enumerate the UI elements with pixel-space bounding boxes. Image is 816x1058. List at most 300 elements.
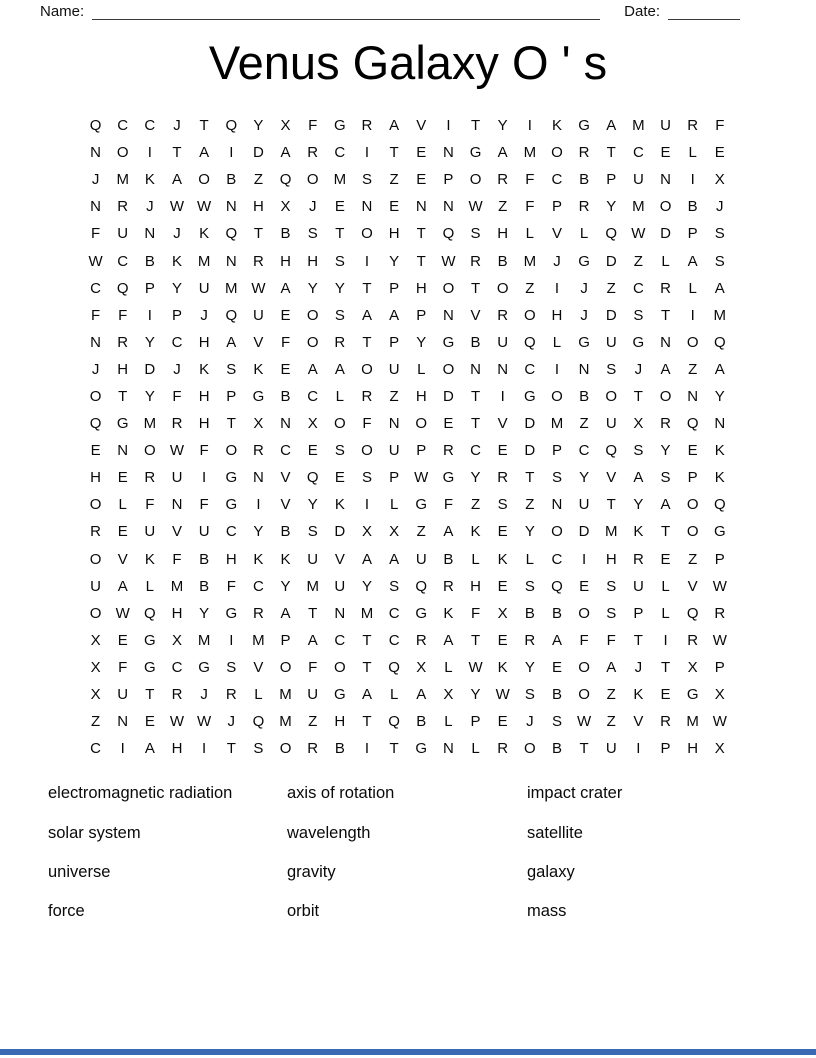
grid-cell: P [470, 713, 481, 731]
grid-cell: K [714, 442, 725, 460]
grid-cell: K [144, 171, 155, 189]
grid-cell: R [442, 577, 454, 595]
grid-cell: K [253, 550, 264, 568]
grid-cell: O [334, 415, 346, 433]
grid-cell: G [442, 469, 455, 487]
grid-cell: L [661, 604, 670, 622]
grid-cell: Q [89, 117, 102, 135]
grid-cell: C [334, 631, 346, 649]
grid-cell: T [470, 415, 481, 433]
grid-cell: O [198, 171, 210, 189]
grid-cell: S [524, 686, 535, 704]
grid-cell: I [690, 171, 695, 189]
grid-cell: E [389, 198, 400, 216]
grid-cell: R [225, 686, 237, 704]
grid-cell: X [280, 198, 291, 216]
grid-cell: L [254, 686, 263, 704]
grid-cell: R [632, 550, 644, 568]
grid-cell: P [389, 469, 400, 487]
grid-cell: Q [415, 577, 428, 595]
grid-cell: K [334, 496, 345, 514]
grid-cell: V [334, 550, 345, 568]
grid-cell: I [554, 360, 560, 378]
grid-cell: B [497, 252, 508, 270]
grid-cell: S [633, 442, 644, 460]
grid-cell: W [197, 198, 212, 216]
grid-cell: R [252, 252, 264, 270]
grid-cell: V [117, 550, 128, 568]
grid-cell: A [280, 279, 291, 297]
word-list-column-1 [48, 783, 287, 941]
grid-cell: F [606, 631, 616, 649]
grid-cell: P [443, 171, 454, 189]
grid-cell: O [116, 144, 129, 162]
grid-cell: M [279, 713, 292, 731]
grid-cell: F [226, 577, 236, 595]
footer-accent-bar [0, 1049, 816, 1055]
grid-cell: T [253, 225, 263, 243]
grid-cell: M [197, 631, 211, 649]
grid-cell: X [389, 523, 400, 541]
grid-cell: S [497, 496, 508, 514]
grid-cell: A [199, 144, 210, 162]
grid-cell: H [605, 550, 617, 568]
grid-cell: C [470, 442, 481, 460]
grid-cell: F [118, 658, 128, 676]
grid-cell: B [524, 604, 535, 622]
grid-cell: A [361, 686, 372, 704]
grid-cell: P [144, 279, 155, 297]
grid-cell: F [118, 306, 128, 324]
grid-cell: T [362, 631, 372, 649]
grid-cell: A [389, 306, 400, 324]
grid-cell: H [551, 306, 563, 324]
grid-cell: R [252, 442, 264, 460]
grid-cell: P [714, 550, 725, 568]
grid-cell: N [660, 171, 671, 189]
grid-cell: M [632, 198, 645, 216]
grid-cell: T [389, 740, 399, 758]
grid-cell: M [170, 577, 184, 595]
grid-cell: Z [308, 713, 318, 731]
grid-cell: L [579, 225, 589, 243]
grid-cell: Z [498, 198, 508, 216]
grid-cell: X [714, 740, 725, 758]
grid-cell: C [551, 550, 563, 568]
grid-cell: Z [470, 496, 481, 514]
grid-cell: Q [442, 225, 455, 243]
name-blank-line [92, 6, 600, 20]
grid-cell: X [90, 658, 101, 676]
grid-cell: A [280, 604, 291, 622]
grid-cell: O [578, 686, 590, 704]
grid-cell: X [90, 631, 101, 649]
grid-cell: H [171, 740, 183, 758]
grid-cell: O [144, 442, 156, 460]
grid-cell: E [117, 631, 128, 649]
grid-cell: S [334, 442, 345, 460]
grid-cell: I [256, 496, 261, 514]
grid-cell: S [226, 658, 237, 676]
grid-cell: S [606, 577, 617, 595]
grid-cell: O [551, 387, 563, 405]
grid-cell: A [389, 550, 400, 568]
grid-cell: C [144, 117, 156, 135]
grid-cell: M [306, 577, 319, 595]
grid-cell: S [660, 469, 671, 487]
grid-cell: O [306, 306, 319, 324]
grid-cell: R [714, 604, 726, 622]
grid-cell: J [580, 279, 588, 297]
grid-cell: G [415, 604, 428, 622]
grid-cell: L [389, 686, 399, 704]
grid-cell: E [90, 442, 101, 460]
grid-cell: M [116, 171, 129, 189]
word-list [48, 783, 816, 941]
grid-cell: S [633, 306, 644, 324]
grid-cell: Q [605, 225, 618, 243]
grid-cell: U [388, 442, 400, 460]
grid-cell: C [171, 333, 183, 351]
grid-cell: X [280, 117, 291, 135]
grid-cell: C [252, 577, 264, 595]
grid-cell: I [202, 469, 207, 487]
grid-cell: F [525, 171, 535, 189]
grid-cell: E [280, 306, 291, 324]
grid-cell: X [307, 415, 318, 433]
grid-cell: P [687, 469, 698, 487]
grid-cell: W [414, 469, 429, 487]
grid-cell: X [171, 631, 182, 649]
grid-cell: W [115, 604, 130, 622]
grid-cell: S [361, 171, 372, 189]
grid-cell: D [334, 523, 346, 541]
grid-cell: G [225, 469, 238, 487]
grid-cell: X [416, 658, 427, 676]
grid-cell: O [523, 740, 536, 758]
grid-cell: H [687, 740, 699, 758]
grid-cell: U [307, 550, 319, 568]
grid-cell: E [660, 144, 671, 162]
grid-cell: U [632, 171, 644, 189]
grid-cell: U [144, 523, 156, 541]
grid-cell: X [361, 523, 372, 541]
grid-cell: N [551, 496, 563, 514]
grid-cell: D [144, 360, 156, 378]
grid-cell: B [144, 252, 155, 270]
word-item: force [48, 902, 85, 921]
grid-cell: Y [389, 252, 400, 270]
grid-cell: Z [688, 550, 698, 568]
grid-cell: V [606, 469, 617, 487]
grid-cell: A [416, 686, 427, 704]
grid-cell: C [117, 252, 129, 270]
grid-cell: P [606, 171, 617, 189]
grid-cell: Q [388, 713, 400, 731]
grid-cell: I [364, 496, 370, 514]
grid-cell: W [251, 279, 266, 297]
grid-cell: B [687, 198, 698, 216]
grid-cell: H [198, 387, 210, 405]
grid-cell: Y [524, 523, 535, 541]
word-item: satellite [527, 823, 583, 842]
grid-cell: T [633, 387, 643, 405]
grid-cell: G [713, 523, 726, 541]
word-item: impact crater [527, 784, 623, 803]
grid-cell: W [712, 577, 727, 595]
grid-cell: F [308, 117, 318, 135]
grid-cell: Z [579, 415, 589, 433]
grid-cell: B [226, 171, 237, 189]
grid-cell: A [226, 333, 237, 351]
grid-cell: Z [525, 496, 535, 514]
grid-cell: C [388, 631, 400, 649]
grid-cell: T [389, 144, 399, 162]
grid-cell: I [663, 631, 668, 649]
grid-cell: V [253, 333, 264, 351]
grid-cell: Z [606, 279, 616, 297]
grid-cell: V [497, 415, 508, 433]
grid-cell: G [334, 117, 346, 135]
word-item: solar system [48, 823, 141, 842]
grid-cell: U [171, 469, 183, 487]
grid-cell: Y [144, 387, 155, 405]
grid-cell: O [551, 144, 563, 162]
grid-cell: U [307, 686, 319, 704]
grid-cell: U [605, 740, 617, 758]
grid-cell: W [495, 686, 510, 704]
grid-cell: E [280, 360, 291, 378]
grid-cell: F [172, 550, 182, 568]
grid-cell: A [606, 658, 617, 676]
grid-cell: P [687, 225, 698, 243]
grid-cell: E [144, 713, 155, 731]
grid-cell: B [280, 387, 291, 405]
grid-cell: O [578, 604, 590, 622]
grid-cell: B [470, 333, 481, 351]
grid-cell: S [551, 469, 562, 487]
grid-cell: Q [605, 442, 618, 460]
grid-cell: B [280, 523, 291, 541]
grid-cell: P [551, 442, 562, 460]
grid-cell: L [525, 550, 534, 568]
grid-cell: C [524, 360, 536, 378]
grid-cell: P [389, 279, 400, 297]
grid-cell: G [144, 631, 156, 649]
grid-cell: S [551, 713, 562, 731]
grid-cell: T [579, 740, 589, 758]
grid-cell: J [716, 198, 724, 216]
grid-cell: H [198, 415, 210, 433]
grid-cell: S [714, 252, 725, 270]
grid-cell: O [578, 658, 590, 676]
grid-cell: E [660, 550, 671, 568]
grid-cell: J [553, 252, 561, 270]
grid-cell: K [497, 550, 508, 568]
grid-cell: O [605, 387, 618, 405]
grid-cell: R [90, 523, 101, 541]
grid-cell: K [144, 550, 155, 568]
grid-cell: O [659, 387, 672, 405]
grid-cell: A [443, 523, 454, 541]
grid-cell: B [579, 171, 590, 189]
grid-cell: Q [116, 279, 129, 297]
grid-cell: Y [280, 577, 291, 595]
grid-cell: Q [551, 577, 563, 595]
grid-cell: U [660, 117, 671, 135]
grid-cell: R [660, 415, 671, 433]
grid-cell: G [116, 415, 129, 433]
grid-cell: O [334, 658, 346, 676]
grid-cell: A [714, 360, 725, 378]
grid-cell: W [169, 713, 185, 731]
grid-cell: Q [225, 117, 238, 135]
grid-cell: H [198, 333, 210, 351]
grid-cell: N [225, 252, 237, 270]
grid-cell: E [416, 171, 427, 189]
grid-cell: Y [416, 333, 427, 351]
grid-cell: H [388, 225, 400, 243]
grid-cell: W [468, 658, 483, 676]
grid-cell: L [118, 496, 127, 514]
grid-cell: H [497, 225, 509, 243]
grid-cell: Y [470, 469, 481, 487]
grid-cell: H [307, 252, 319, 270]
grid-cell: O [496, 279, 509, 297]
grid-cell: A [660, 496, 671, 514]
grid-cell: N [252, 469, 264, 487]
grid-cell: N [280, 415, 291, 433]
grid-cell: T [362, 713, 372, 731]
grid-cell: W [468, 198, 483, 216]
grid-cell: R [578, 198, 590, 216]
word-item: mass [527, 902, 567, 921]
grid-cell: E [579, 577, 590, 595]
grid-cell: N [225, 198, 237, 216]
grid-cell: H [280, 252, 291, 270]
grid-cell: P [660, 740, 671, 758]
grid-cell: E [497, 631, 508, 649]
grid-cell: C [171, 658, 183, 676]
grid-cell: E [497, 577, 508, 595]
grid-cell: R [497, 740, 509, 758]
grid-cell: P [280, 631, 291, 649]
grid-cell: J [91, 171, 100, 189]
grid-cell: P [714, 658, 725, 676]
grid-cell: T [470, 387, 481, 405]
grid-cell: N [388, 415, 400, 433]
grid-cell: L [335, 387, 344, 405]
grid-cell: M [225, 279, 238, 297]
grid-cell: C [90, 740, 101, 758]
grid-cell: S [606, 360, 617, 378]
grid-cell: R [687, 117, 699, 135]
grid-cell: O [225, 442, 238, 460]
grid-cell: H [334, 713, 346, 731]
grid-cell: Q [388, 658, 400, 676]
grid-cell: D [605, 306, 617, 324]
grid-cell: O [89, 604, 102, 622]
grid-cell: Z [416, 523, 426, 541]
grid-cell: A [714, 279, 725, 297]
grid-cell: M [523, 144, 537, 162]
grid-cell: A [144, 740, 155, 758]
grid-cell: R [442, 442, 454, 460]
word-item: gravity [287, 863, 336, 882]
grid-cell: N [660, 333, 671, 351]
grid-cell: M [279, 686, 292, 704]
grid-cell: W [169, 442, 185, 460]
grid-cell: T [470, 279, 481, 297]
grid-cell: S [307, 225, 318, 243]
grid-cell: Y [199, 604, 210, 622]
grid-cell: T [118, 387, 128, 405]
grid-cell: P [389, 333, 400, 351]
grid-cell: C [632, 279, 644, 297]
grid-cell: R [117, 198, 129, 216]
grid-cell: C [90, 279, 101, 297]
grid-cell: Z [389, 387, 399, 405]
grid-cell: T [416, 252, 426, 270]
grid-cell: Y [524, 658, 535, 676]
grid-cell: Q [713, 333, 726, 351]
grid-cell: N [361, 198, 373, 216]
grid-cell: I [202, 740, 207, 758]
grid-cell: J [173, 117, 181, 135]
grid-cell: Q [306, 469, 319, 487]
grid-cell: Q [225, 306, 238, 324]
grid-cell: E [416, 144, 427, 162]
grid-cell: J [308, 198, 317, 216]
grid-cell: H [90, 469, 101, 487]
grid-cell: A [687, 252, 698, 270]
grid-cell: Q [89, 415, 102, 433]
grid-cell: O [89, 496, 102, 514]
grid-cell: L [471, 550, 480, 568]
grid-cell: T [525, 469, 535, 487]
grid-cell: Q [252, 713, 265, 731]
grid-cell: A [497, 144, 508, 162]
grid-cell: Q [686, 415, 699, 433]
grid-cell: E [443, 415, 454, 433]
grid-cell: W [712, 713, 727, 731]
grid-cell: C [632, 144, 644, 162]
grid-cell: R [660, 713, 671, 731]
grid-cell: G [686, 686, 699, 704]
grid-cell: I [582, 550, 587, 568]
grid-cell: U [252, 306, 264, 324]
grid-cell: T [362, 333, 372, 351]
grid-cell: B [551, 604, 562, 622]
grid-cell: J [227, 713, 236, 731]
grid-cell: L [688, 144, 697, 162]
grid-cell: Y [307, 279, 318, 297]
grid-cell: M [143, 415, 157, 433]
grid-cell: R [470, 252, 481, 270]
grid-cell: N [415, 198, 427, 216]
grid-cell: A [307, 360, 318, 378]
word-list-column-2 [287, 783, 527, 941]
grid-cell: J [200, 306, 208, 324]
grid-cell: Z [525, 279, 535, 297]
word-item: electromagnetic radiation [48, 784, 233, 803]
grid-cell: A [361, 306, 372, 324]
grid-cell: I [364, 740, 370, 758]
grid-cell: K [633, 686, 644, 704]
grid-cell: K [199, 225, 210, 243]
grid-cell: T [172, 144, 182, 162]
grid-cell: Z [90, 713, 101, 731]
